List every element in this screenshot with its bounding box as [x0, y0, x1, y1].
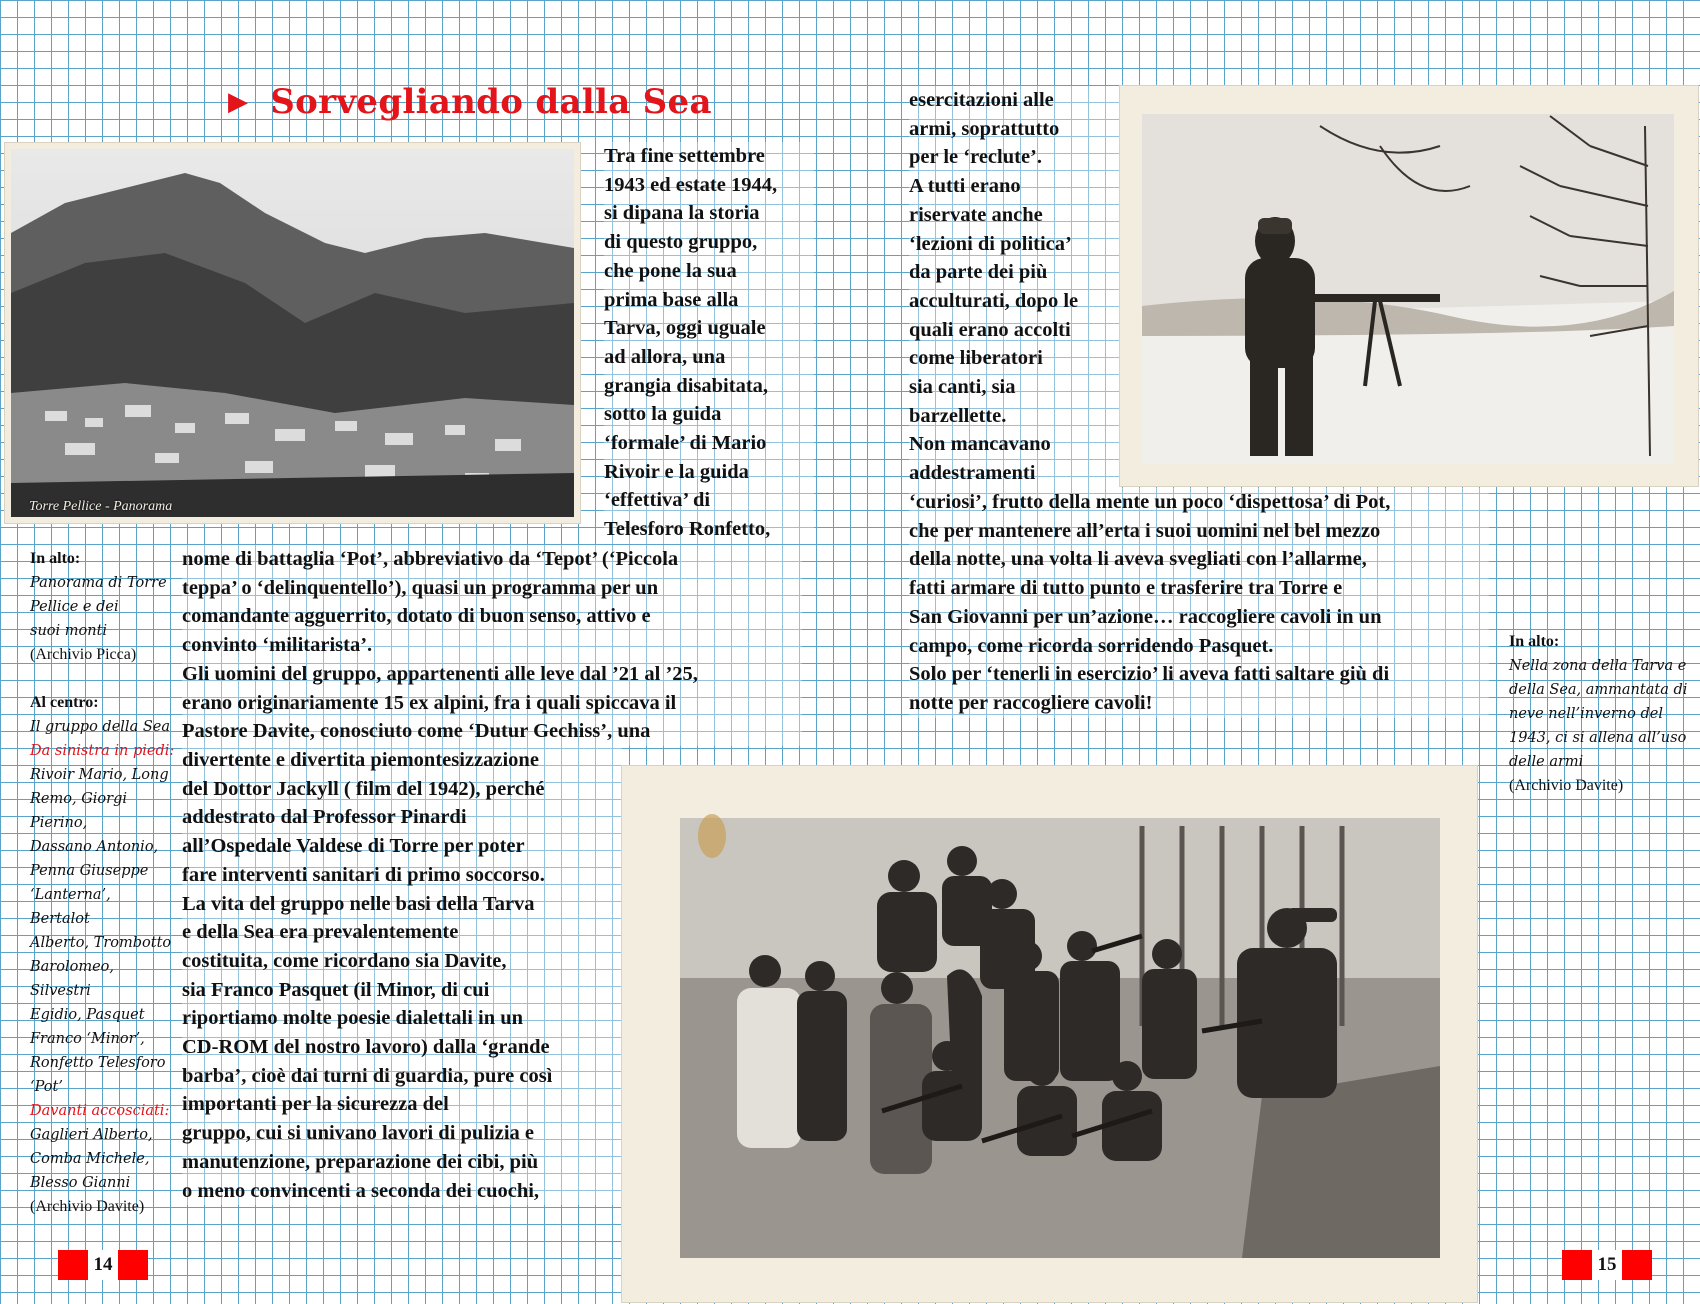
text-line: Gli uomini del gruppo, appartenenti alle leve dal ’21 al ’25,: [182, 660, 802, 689]
article-title-text: Sorvegliando dalla Sea: [270, 82, 712, 122]
text-line: ‘formale’ di Mario: [604, 429, 814, 458]
caption-spacer: [30, 667, 175, 691]
text-line: fatti armare di tutto punto e trasferire tra Torre e: [909, 574, 1489, 603]
text-line: o meno convincenti a seconda dei cuochi,: [182, 1177, 622, 1206]
caption-line: Dassano Antonio,: [30, 839, 159, 855]
page-number-text: 15: [1592, 1250, 1622, 1280]
page-number-text: 14: [88, 1250, 118, 1280]
text-line: della notte, una volta li aveva svegliati con l’allarme,: [909, 545, 1489, 574]
page-number-right: [1562, 1250, 1652, 1280]
text-line: A tutti erano: [909, 172, 1119, 201]
text-line: armi, soprattutto: [909, 115, 1119, 144]
text-line: Tra fine settembre: [604, 142, 814, 171]
caption-line: delle armi: [1509, 754, 1584, 770]
text-line: barzellette.: [909, 402, 1119, 431]
caption-line: Il gruppo della Sea: [30, 719, 170, 735]
red-square-decoration: [118, 1250, 148, 1280]
mountain-village-photo: [5, 143, 580, 523]
text-line: sia canti, sia: [909, 373, 1119, 402]
text-line: comandante agguerrito, dotato di buon senso, attivo e: [182, 602, 802, 631]
caption-line: 1943, ci si allena all’uso: [1509, 730, 1687, 746]
text-line: per le ‘reclute’.: [909, 143, 1119, 172]
caption-left: [30, 547, 175, 1219]
text-line: ‘curiosi’, frutto della mente un poco ‘dispettosa’ di Pot,: [909, 488, 1489, 517]
caption-line: Egidio, Pasquet: [30, 1007, 145, 1023]
text-line: ad allora, una: [604, 343, 814, 372]
caption-line: suoi monti: [30, 623, 108, 639]
red-square-decoration: [58, 1250, 88, 1280]
caption-archive: (Archivio Picca): [30, 646, 137, 663]
text-line: del Dottor Jackyll ( film del 1942), perché: [182, 775, 622, 804]
text-line: quali erano accolti: [909, 316, 1119, 345]
text-line: San Giovanni per un’azione… raccogliere cavoli in un: [909, 603, 1489, 632]
caption-line: ‘Pot’: [30, 1079, 63, 1095]
text-line: sia Franco Pasquet (il Minor, di cui: [182, 976, 622, 1005]
column-a: [604, 142, 814, 544]
caption-line: Ronfetto Telesforo: [30, 1055, 166, 1071]
text-line: Tarva, oggi uguale: [604, 314, 814, 343]
caption-line: Comba Michele,: [30, 1151, 150, 1167]
text-line: La vita del gruppo nelle basi della Tarva: [182, 890, 622, 919]
text-line: fare interventi sanitari di primo soccorso.: [182, 861, 622, 890]
text-line: prima base alla: [604, 286, 814, 315]
text-line: che pone la sua: [604, 257, 814, 286]
column-b: [182, 545, 802, 746]
text-line: divertente e divertita piemontesizzazione: [182, 746, 622, 775]
text-line: come liberatori: [909, 344, 1119, 373]
arrow-right-icon: ▶: [228, 87, 249, 117]
caption-line: Remo, Giorgi: [30, 791, 127, 807]
text-line: da parte dei più: [909, 258, 1119, 287]
red-square-decoration: [1622, 1250, 1652, 1280]
text-line: Telesforo Ronfetto,: [604, 515, 814, 544]
caption-line: Pellice e dei: [30, 599, 119, 615]
text-line: Pastore Davite, conosciuto come ‘Dutur Gechiss’, una: [182, 717, 802, 746]
text-line: costituita, come ricordano sia Davite,: [182, 947, 622, 976]
caption-line: Barolomeo, Silvestri: [30, 959, 114, 999]
caption-line: Pierino,: [30, 815, 88, 831]
column-e: [909, 488, 1489, 718]
text-line: riportiamo molte poesie dialettali in un: [182, 1004, 622, 1033]
text-line: esercitazioni alle: [909, 86, 1119, 115]
caption-right: [1509, 630, 1694, 798]
text-line: si dipana la storia: [604, 199, 814, 228]
caption-line: Blesso Gianni: [30, 1175, 131, 1191]
text-line: e della Sea era prevalentemente: [182, 918, 622, 947]
text-line: di questo gruppo,: [604, 228, 814, 257]
caption-line: neve nell’inverno del: [1509, 706, 1663, 722]
photo-caption: Torre Pellice - Panorama: [29, 499, 173, 514]
caption-heading: In alto:: [1509, 633, 1560, 650]
text-line: convinto ‘militarista’.: [182, 631, 802, 660]
text-line: nome di battaglia ‘Pot’, abbreviativo da ‘Tepot’ (‘Piccola: [182, 545, 802, 574]
caption-line: Franco ‘Minor’,: [30, 1031, 145, 1047]
text-line: gruppo, cui si univano lavori di pulizia e: [182, 1119, 622, 1148]
text-line: riservate anche: [909, 201, 1119, 230]
text-line: ‘effettiva’ di: [604, 486, 814, 515]
soldier-with-machine-gun-photo: [1120, 86, 1698, 486]
text-line: all’Ospedale Valdese di Torre per poter: [182, 832, 622, 861]
caption-heading: In alto:: [30, 550, 81, 567]
text-line: Solo per ‘tenerli in esercizio’ li aveva fatti saltare giù di: [909, 660, 1489, 689]
text-line: erano originariamente 15 ex alpini, fra i quali spiccava il: [182, 689, 802, 718]
caption-archive: (Archivio Davite): [1509, 777, 1624, 794]
caption-line: Panorama di Torre: [30, 575, 167, 591]
caption-line: Alberto, Trombotto: [30, 935, 172, 951]
text-line: barba’, cioè dai turni di guardia, pure così: [182, 1062, 622, 1091]
caption-line: Rivoir Mario, Long: [30, 767, 169, 783]
text-line: che per mantenere all’erta i suoi uomini nel bel mezzo: [909, 517, 1489, 546]
text-line: acculturati, dopo le: [909, 287, 1119, 316]
text-line: importanti per la sicurezza del: [182, 1090, 622, 1119]
text-line: Rivoir e la guida: [604, 458, 814, 487]
text-line: grangia disabitata,: [604, 372, 814, 401]
caption-archive: (Archivio Davite): [30, 1198, 145, 1215]
text-line: campo, come ricorda sorridendo Pasquet.: [909, 632, 1489, 661]
partisan-group-photo: [622, 766, 1477, 1302]
text-line: addestramenti: [909, 459, 1119, 488]
text-line: addestrato dal Professor Pinardi: [182, 803, 622, 832]
caption-line: Penna Giuseppe: [30, 863, 149, 879]
text-line: notte per raccogliere cavoli!: [909, 689, 1489, 718]
column-c: [182, 746, 622, 1205]
red-square-decoration: [1562, 1250, 1592, 1280]
caption-line: Gaglieri Alberto,: [30, 1127, 153, 1143]
text-line: Non mancavano: [909, 430, 1119, 459]
text-line: manutenzione, preparazione dei cibi, più: [182, 1148, 622, 1177]
caption-line-red: Da sinistra in piedi:: [30, 743, 175, 759]
photo-panorama-torre-pellice: [5, 143, 580, 523]
page-number-left: [58, 1250, 148, 1280]
caption-line: Nella zona della Tarva e: [1509, 658, 1687, 674]
caption-line: della Sea, ammantata di: [1509, 682, 1688, 698]
caption-heading: Al centro:: [30, 694, 99, 711]
text-line: CD-ROM del nostro lavoro) dalla ‘grande: [182, 1033, 622, 1062]
text-line: teppa’ o ‘delinquentello’), quasi un programma per un: [182, 574, 802, 603]
column-d: [909, 86, 1119, 488]
photo-group-della-sea: [622, 766, 1477, 1302]
text-line: 1943 ed estate 1944,: [604, 171, 814, 200]
text-line: sotto la guida: [604, 400, 814, 429]
article-title: [228, 82, 712, 122]
photo-soldier-in-snow: [1120, 86, 1698, 486]
caption-line: ‘Lanterna’, Bertalot: [30, 887, 111, 927]
caption-line-red: Davanti accosciati:: [30, 1103, 170, 1119]
text-line: ‘lezioni di politica’: [909, 230, 1119, 259]
